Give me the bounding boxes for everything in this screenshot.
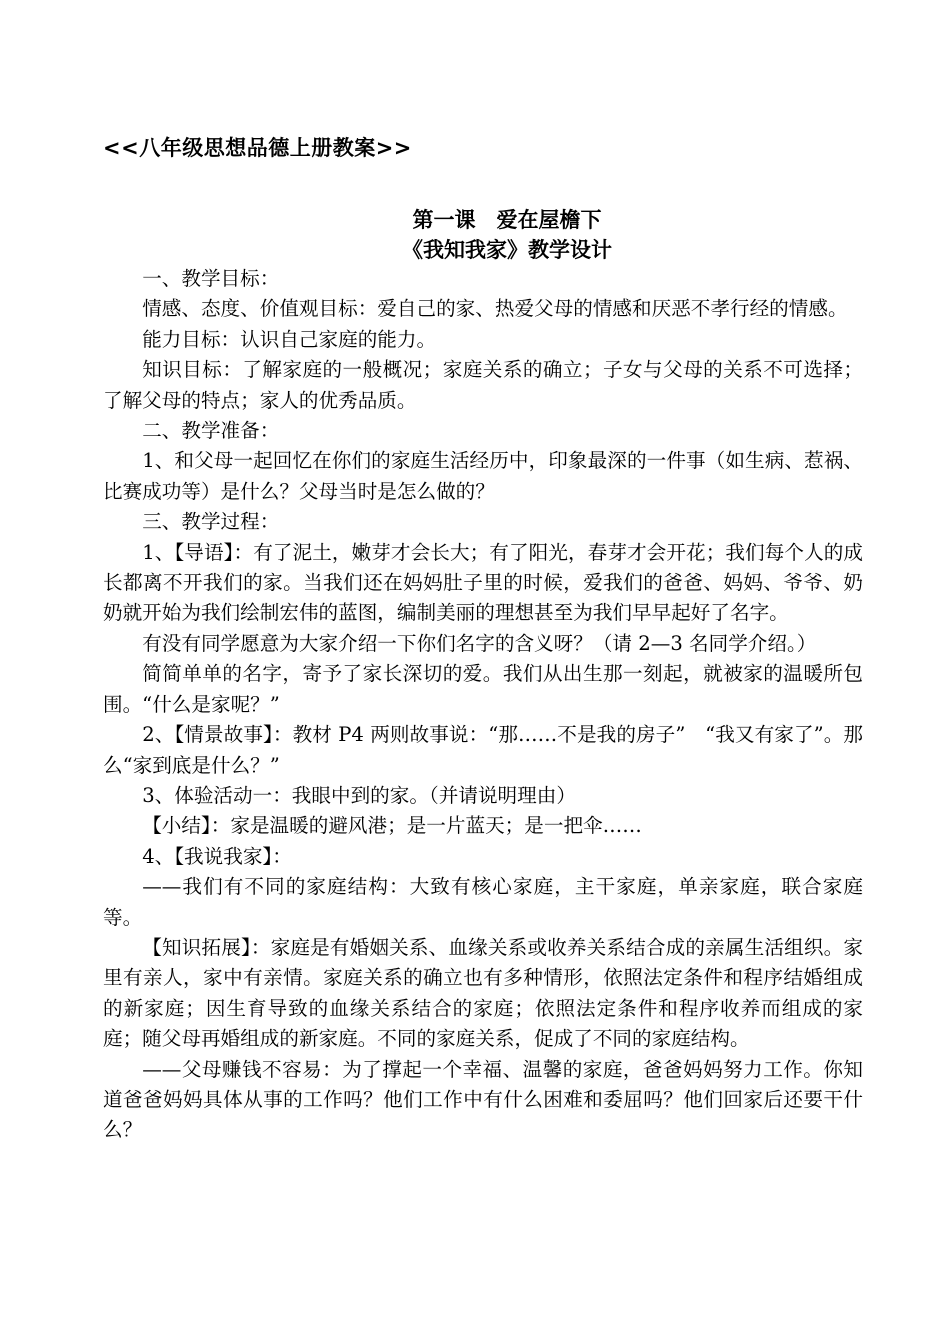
design-title: 《我知我家》教学设计 xyxy=(402,238,612,262)
section-heading-goals: 一、教学目标： xyxy=(142,267,280,290)
paragraph-text: ：家庭是有婚姻关系、血缘关系或收养关系结合成的亲属生活组织。家里有亲人，家中有亲情。家庭关系的确立也有多种情形，依照法定条件和程序结婚组成的新家庭；因生育导致的血缘关系结合的家庭；依照法定条件和程序收养而组成的家庭；随父母再婚组成的新家庭。不同的家庭关系，促成了不同的家庭结构。 xyxy=(103,935,863,1051)
paragraph-name-meaning: 有没有同学愿意为大家介绍一下你们名字的含义呀？（请 2—3 名同学介绍。） xyxy=(142,631,817,655)
item-number: 1、 xyxy=(142,540,175,564)
keyword-label: 【我说我家】 xyxy=(174,844,273,868)
paragraph-text: ：家是温暖的避风港；是一片蓝天；是一把伞…… xyxy=(210,814,642,838)
paragraph-parents-work: ——父母赚钱不容易：为了撑起一个幸福、温馨的家庭，爸爸妈妈努力工作。你知道爸爸妈妈具体从事的工作吗？他们工作中有什么困难和委屈吗？他们回家后还要干什么？ xyxy=(103,1057,863,1142)
paragraph-emotion-goal: 情感、态度、价值观目标：爱自己的家、热爱父母的情感和厌恶不孝行经的情感。 xyxy=(142,297,848,321)
section-heading-preparation: 二、教学准备： xyxy=(142,419,280,443)
keyword-label: 【知识拓展】 xyxy=(142,935,251,959)
item-number: 4、 xyxy=(142,844,175,868)
paragraph-text: ：教材 P4 两则故事说：“那……不是我的房子” “我又有家了”。那么“家到底是什么？” xyxy=(103,723,863,777)
section-heading-process: 三、教学过程： xyxy=(142,510,280,534)
paragraph-intro xyxy=(103,538,863,629)
paragraph-my-family xyxy=(103,842,863,872)
keyword-label: 【导语】 xyxy=(174,540,234,564)
lesson-title: 第一课 爱在屋檐下 xyxy=(412,208,602,232)
paragraph-preparation: 1、和父母一起回忆在你们的家庭生活经历中，印象最深的一件事（如生病、惹祸、比赛成功等）是什么？父母当时是怎么做的？ xyxy=(103,449,863,503)
paragraph-summary xyxy=(103,811,863,841)
document-body xyxy=(103,264,863,1146)
paragraph-family-structure: ——我们有不同的家庭结构：大致有核心家庭，主干家庭，单亲家庭，联合家庭等。 xyxy=(103,875,863,929)
document-header: <<八年级思想品德上册教案>> xyxy=(103,136,412,160)
keyword-label: 【情景故事】 xyxy=(174,723,273,747)
item-number: 2、 xyxy=(142,723,175,747)
paragraph-activity: 3、体验活动一：我眼中到的家。（并请说明理由） xyxy=(142,783,576,807)
paragraph-knowledge-goal: 知识目标：了解家庭的一般概况；家庭关系的确立；子女与父母的关系不可选择；了解父母的特点；家人的优秀品质。 xyxy=(103,358,863,412)
keyword-label: 【小结】 xyxy=(142,814,211,838)
paragraph-ability-goal: 能力目标：认识自己家庭的能力。 xyxy=(142,327,437,351)
paragraph-story xyxy=(103,720,863,781)
paragraph-text: ：有了泥土，嫩芽才会长大；有了阳光，春芽才会开花；我们每个人的成长都离不开我们的家。当我们还在妈妈肚子里的时候，爱我们的爸爸、妈妈、爷爷、奶奶就开始为我们绘制宏伟的蓝图，编制美丽的理想甚至为我们早早起好了名字。 xyxy=(103,540,864,625)
paragraph-family-warmth: 简简单单的名字，寄予了家长深切的爱。我们从出生那一刻起，就被家的温暖所包围。“什么是家呢？” xyxy=(103,662,863,716)
paragraph-knowledge-extension xyxy=(103,933,863,1055)
paragraph-text: ： xyxy=(272,844,292,868)
